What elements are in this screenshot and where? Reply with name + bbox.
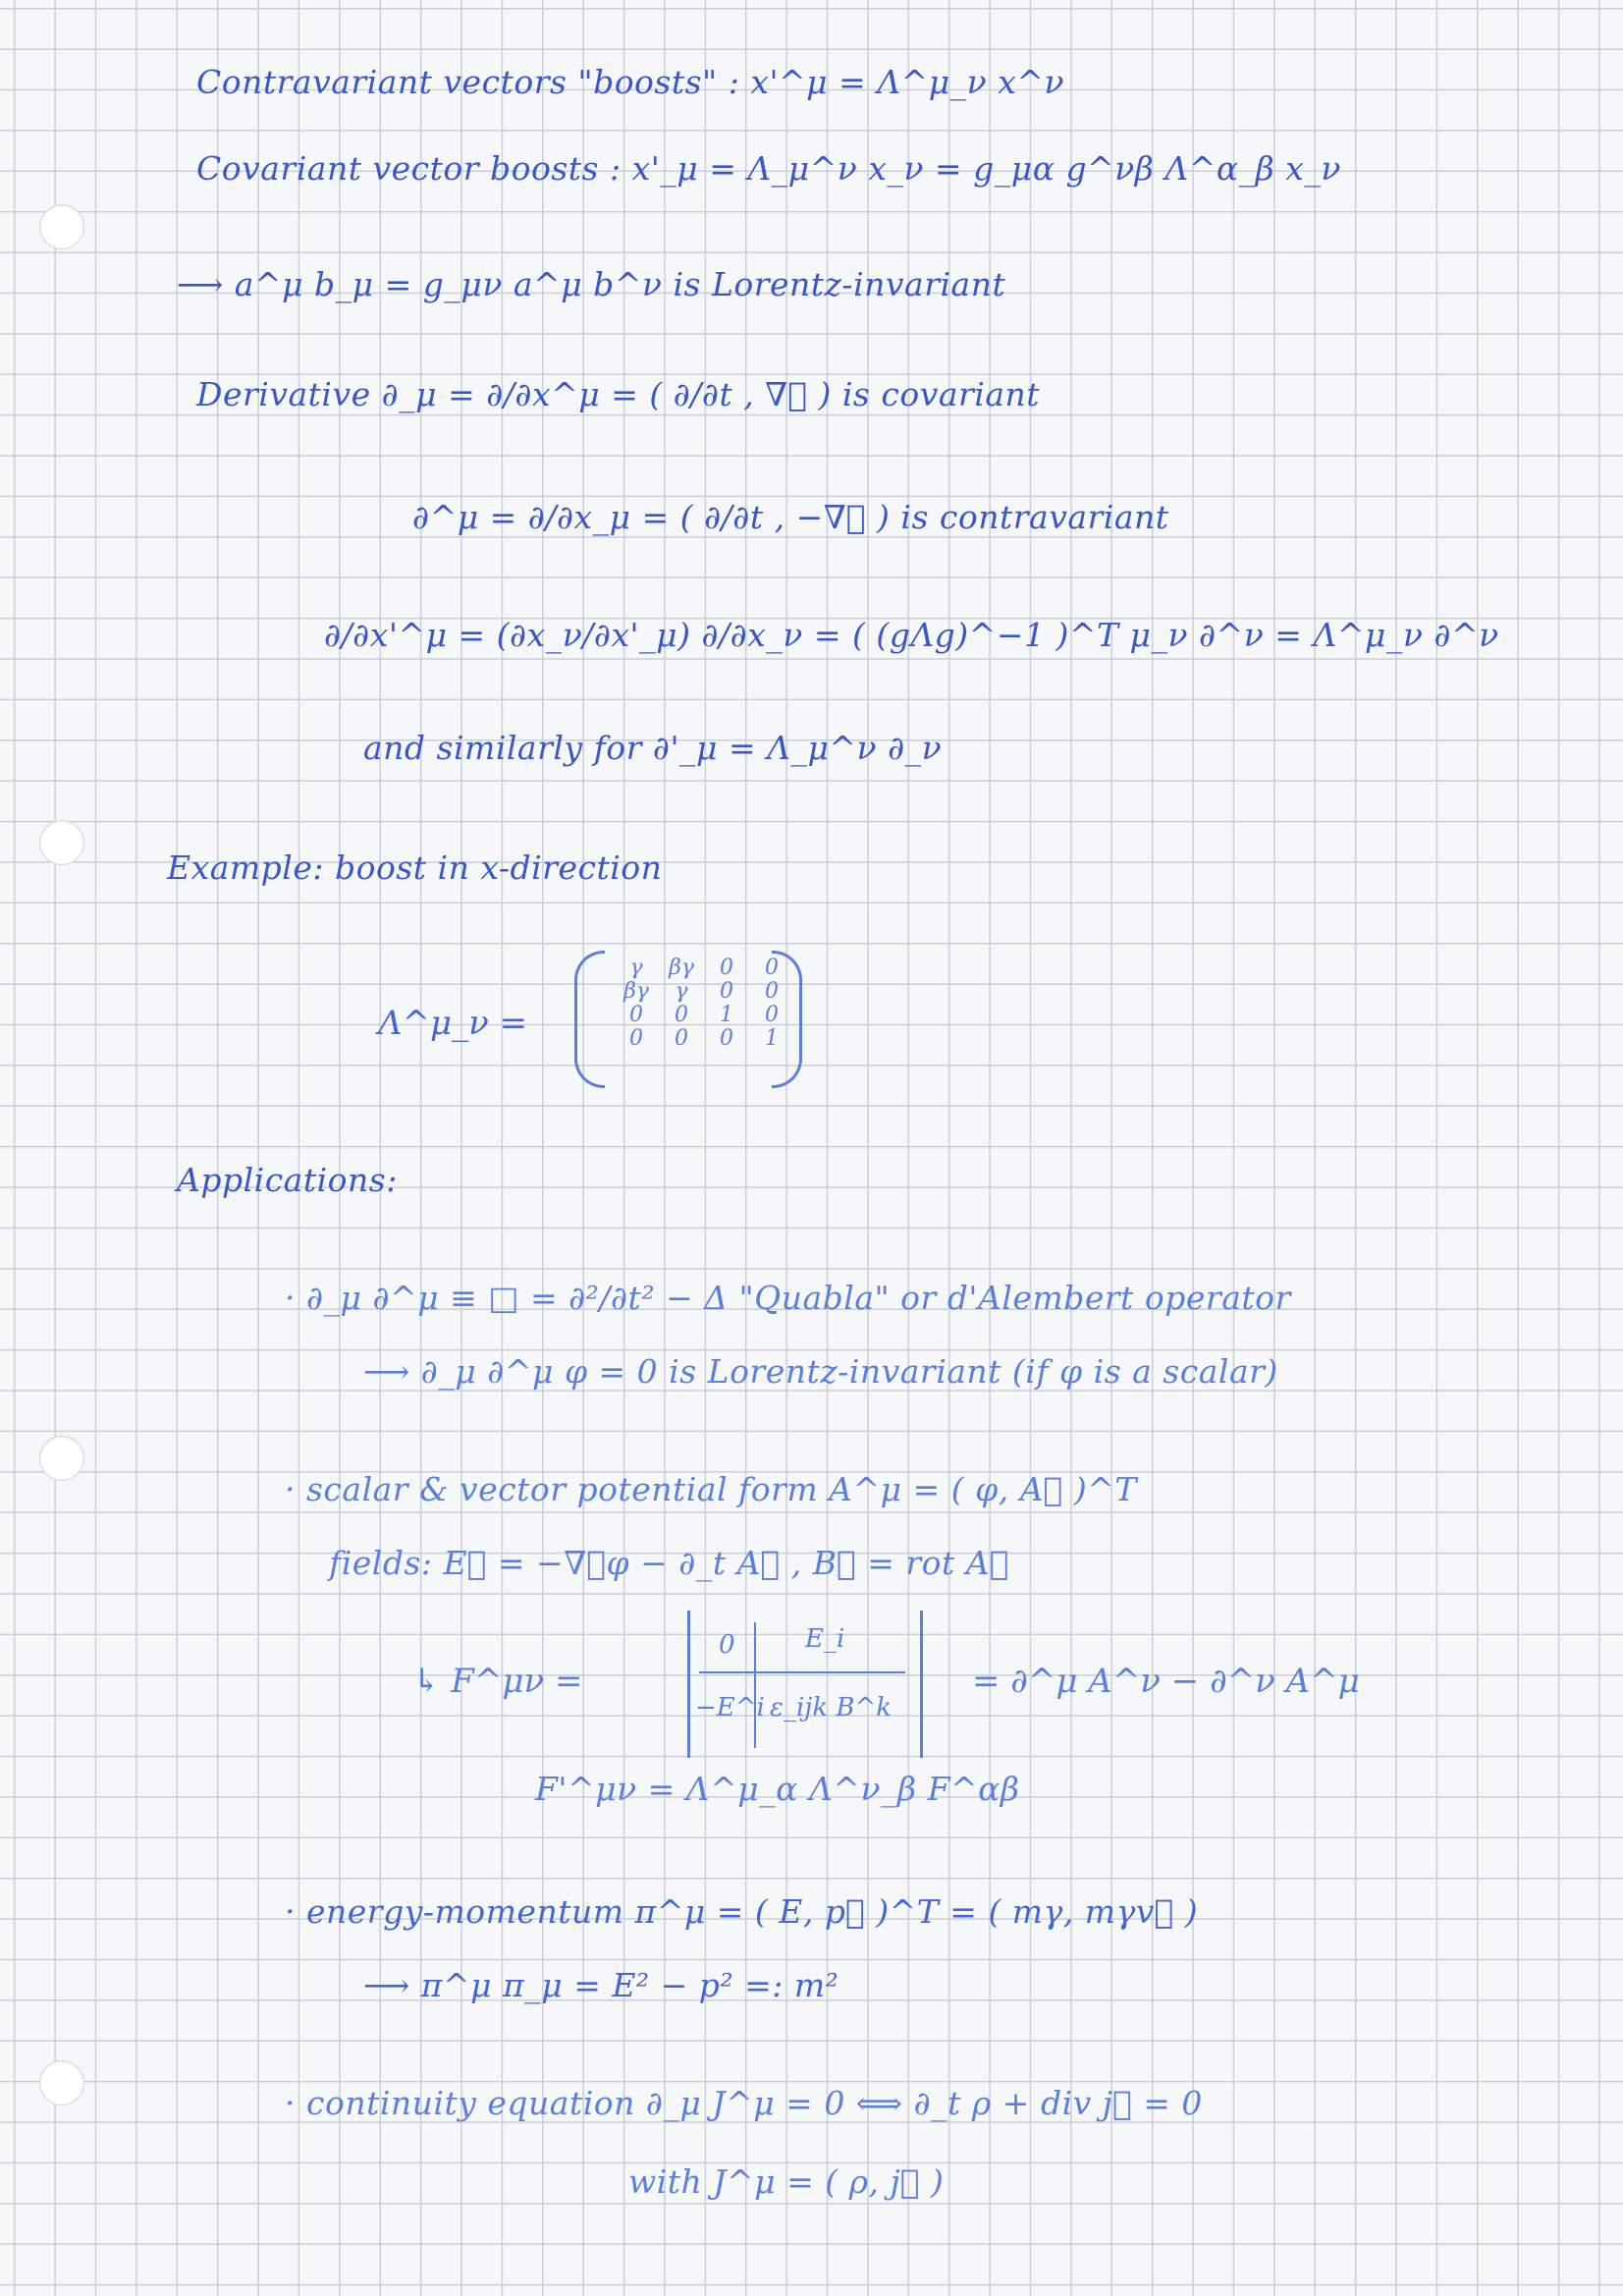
field-tensor-lhs: ↳ F^μν =: [412, 1662, 583, 1701]
wave-equation-line: ⟶ ∂_μ ∂^μ φ = 0 is Lorentz-invariant (if φ is a scalar): [363, 1352, 1278, 1391]
field-tensor-rhs: = ∂^μ A^ν − ∂^ν A^μ: [972, 1662, 1360, 1701]
matrix-divider-horizontal: [699, 1671, 905, 1673]
punch-hole-2: [39, 820, 84, 865]
matrix-entry: γ: [629, 956, 643, 980]
matrix-entry: βγ: [623, 979, 649, 1004]
matrix-entry: γ: [675, 979, 688, 1004]
covariant-boost-line: Covariant vector boosts : x'_μ = Λ_μ^ν x_ν = g_μα g^νβ Λ^α_β x_ν: [196, 149, 1341, 188]
fields-line: fields: E⃗ = −∇⃗φ − ∂_t A⃗ , B⃗ = rot A⃗: [329, 1544, 1009, 1582]
tensor-top-left: 0: [719, 1630, 735, 1660]
matrix-entry: 1: [720, 1003, 733, 1027]
matrix-entry: 0: [629, 1003, 643, 1027]
matrix-entry: 0: [765, 1003, 779, 1027]
covariant-derivative-line: Derivative ∂_μ = ∂/∂x^μ = ( ∂/∂t , ∇⃗ ) is covariant: [196, 375, 1041, 413]
matrix-left-bar: [687, 1611, 690, 1758]
matrix-entry: 0: [765, 979, 779, 1004]
tensor-bottom-right: ε_ijk B^k: [770, 1693, 892, 1722]
matrix-entry: 0: [629, 1026, 643, 1051]
potential-line: · scalar & vector potential form A^μ = ( φ, A⃗ )^T: [285, 1470, 1137, 1508]
matrix-entry: 0: [720, 956, 733, 980]
matrix-right-bar: [920, 1611, 923, 1758]
tensor-transformation-line: F'^μν = Λ^μ_α Λ^ν_β F^αβ: [535, 1770, 1020, 1808]
punch-hole-4: [39, 2060, 84, 2105]
punch-hole-3: [39, 1436, 84, 1481]
similarly-line: and similarly for ∂'_μ = Λ_μ^ν ∂_ν: [363, 729, 943, 767]
derivative-transformation-line: ∂/∂x'^μ = (∂x_ν/∂x'_μ) ∂/∂x_ν = ( (gΛg)^−1 )^T μ_ν ∂^ν = Λ^μ_ν ∂^ν: [324, 616, 1499, 654]
tensor-top-right: E_i: [805, 1624, 845, 1654]
continuity-equation-line: · continuity equation ∂_μ J^μ = 0 ⟺ ∂_t ρ + div j⃗ = 0: [285, 2084, 1203, 2122]
field-tensor-matrix: [687, 1611, 923, 1758]
current-definition-line: with J^μ = ( ρ, j⃗ ): [628, 2162, 945, 2201]
contravariant-derivative-line: ∂^μ = ∂/∂x_μ = ( ∂/∂t , −∇⃗ ) is contravariant: [412, 498, 1169, 536]
mass-shell-line: ⟶ π^μ π_μ = E² − p² =: m²: [363, 1966, 839, 2004]
tensor-bottom-left: −E^i: [695, 1693, 765, 1722]
energy-momentum-line: · energy-momentum π^μ = ( E, p⃗ )^T = ( mγ, mγv⃗ ): [285, 1892, 1199, 1931]
lorentz-invariant-product-line: ⟶ a^μ b_μ = g_μν a^μ b^ν is Lorentz-invariant: [177, 265, 1006, 303]
matrix-entry: βγ: [669, 956, 694, 980]
matrix-entry: 0: [720, 979, 733, 1004]
example-heading: Example: boost in x-direction: [167, 848, 663, 887]
boost-matrix-lhs: Λ^μ_ν =: [378, 1004, 528, 1043]
quabla-line: · ∂_μ ∂^μ ≡ □ = ∂²/∂t² − Δ "Quabla" or d'Alembert operator: [285, 1279, 1291, 1317]
left-paren: [574, 951, 605, 1088]
matrix-entry: 0: [675, 1026, 688, 1051]
matrix-entry: 0: [720, 1026, 733, 1051]
matrix-divider-vertical: [754, 1622, 756, 1748]
punch-hole-1: [39, 204, 84, 249]
boost-matrix-grid: [614, 957, 794, 1051]
contravariant-boost-line: Contravariant vectors "boosts" : x'^μ = Λ^μ_ν x^ν: [196, 63, 1065, 101]
applications-heading: Applications:: [177, 1161, 398, 1199]
matrix-entry: 0: [675, 1003, 688, 1027]
matrix-entry: 0: [765, 956, 779, 980]
boost-matrix: [574, 951, 802, 1088]
matrix-entry: 1: [765, 1026, 779, 1051]
